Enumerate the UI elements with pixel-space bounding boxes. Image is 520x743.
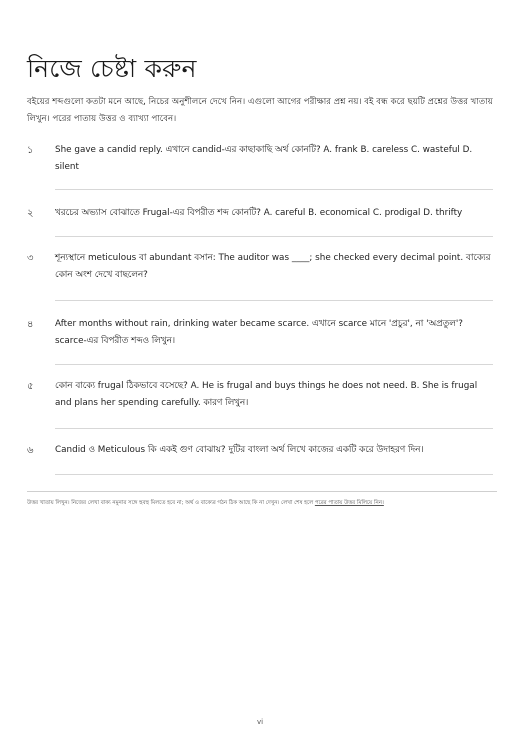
intro-paragraph: বইয়ের শব্দগুলো কতটা মনে আছে, নিচের অনুশীলনে দেখে নিন। এগুলো আগের পরীক্ষার প্রশ্ন নয়। বই বন্ধ করে ছয়টি প্রশ্নের উত্তর খাতায় লিখুন। পরের পাতায় উত্তর ও ব্যাখ্যা পাবেন। [27,97,493,124]
answer-line [55,236,493,237]
question-number: ৩ [27,253,34,264]
page-number: vi [256,718,264,726]
question-number: ৬ [27,445,34,456]
answer-line [55,189,493,190]
question-text: কোন বাক্যে frugal ঠিকভাবে বসেছে? A. He is frugal and buys things he does not need. B. She is frugal and plans her spending carefully. কারণ লিখুন। [55,381,478,408]
footer-note-text: উত্তর খাতায় লিখুন। নিজের লেখা বাক্য নমুনার সঙ্গে হুবহু মিলতে হবে না; অর্থ ও বাক্যের গঠন ঠিক আছে কি না দেখুন। লেখা শেষ হলে [27,500,315,506]
page-title: নিজে চেষ্টা করুন [27,54,197,83]
question-text: শূন্যস্থানে meticulous বা abundant বসান: The auditor was ____; she checked every decimal point. বাক্যের কোন অংশ দেখে বাছলেন? [55,253,491,280]
answer-line [55,364,493,365]
answer-line [55,428,493,429]
question-text: She gave a candid reply. এখানে candid-এর কাছাকাছি অর্থ কোনটি? A. frank B. careless C. wasteful D. silent [55,145,473,172]
question-text: After months without rain, drinking water became scarce. এখানে scarce মানে 'প্রচুর', না 'অপ্রতুল'? scarce-এর বিপরীত শব্দও লিখুন। [55,319,463,346]
answer-line [55,300,493,301]
footer-divider [27,491,497,492]
footer-note-emphasis: পরের পাতায় উত্তর মিলিয়ে নিন। [314,500,384,506]
question-text: Candid ও Meticulous কি একই গুণ বোঝায়? দুটির বাংলা অর্থ লিখে কাজের একটি করে উদাহরণ দিন। [55,445,424,455]
question-number: ২ [27,208,34,219]
question-text: খরচের অভ্যাস বোঝাতে Frugal-এর বিপরীত শব্দ কোনটি? A. careful B. economical C. prodigal D. thrifty [55,208,463,218]
question-number: ৪ [27,319,34,330]
answer-line [55,474,493,475]
footer-note [27,499,497,508]
question-number: ১ [27,145,34,156]
question-number: ৫ [27,381,34,392]
